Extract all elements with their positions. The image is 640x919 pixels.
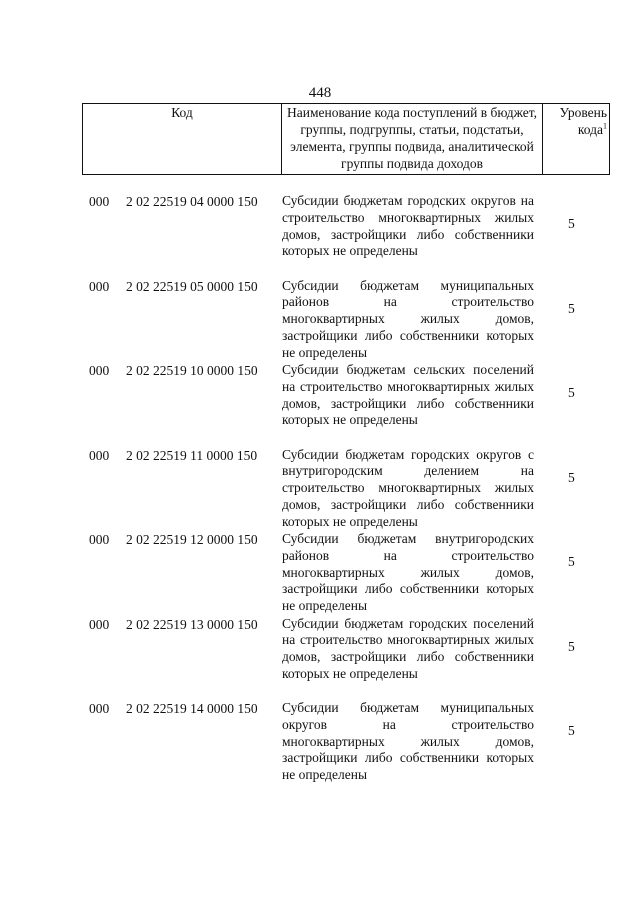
- row-budget-code: 2 02 22519 04 0000 150: [126, 194, 258, 209]
- row-admin-code: 000: [89, 447, 110, 463]
- row-level: 5: [568, 300, 575, 316]
- row-level: 5: [568, 216, 575, 231]
- row-budget-code: 2 02 22519 10 0000 150: [126, 363, 258, 378]
- row-admin-code: 000: [89, 532, 110, 547]
- header-code: Код: [83, 104, 282, 175]
- row-level: 5: [568, 638, 575, 654]
- table-row: [0, 362, 640, 447]
- header-level-footnote: 1: [603, 121, 607, 131]
- table-row: [0, 193, 640, 278]
- row-name: Субсидии бюджетам городских округов на строительство многоквартирных жилых домов, застройщики либо собственники которых не определены: [282, 193, 534, 259]
- table-row: [0, 278, 640, 363]
- row-level: 5: [568, 469, 575, 485]
- header-level: [543, 104, 610, 175]
- row-budget-code: 2 02 22519 11 0000 150: [126, 447, 258, 463]
- header-level-line2: кода: [577, 122, 603, 137]
- page-number: 448: [308, 85, 332, 101]
- row-name: Субсидии бюджетам городских округов с внутригородским делением на строительство многоквартирных жилых домов, застройщики либо собственники которых не определены: [282, 446, 534, 529]
- row-budget-code: 2 02 22519 12 0000 150: [126, 532, 258, 547]
- row-admin-code: 000: [89, 363, 110, 378]
- table-body: [0, 193, 640, 785]
- row-budget-code: 2 02 22519 13 0000 150: [126, 616, 258, 632]
- row-budget-code: 2 02 22519 14 0000 150: [126, 701, 258, 716]
- table-row: [0, 447, 640, 532]
- row-admin-code: 000: [89, 194, 110, 209]
- row-level: 5: [568, 385, 575, 400]
- header-level-line1: Уровень: [559, 105, 607, 120]
- header-name: Наименование кода поступлений в бюджет, группы, подгруппы, статьи, подстатьи, элемента, группы подвида, аналитической группы подвида доходов: [282, 104, 543, 175]
- row-admin-code: 000: [89, 616, 110, 632]
- row-level: 5: [568, 554, 575, 569]
- row-name: Субсидии бюджетам муниципальных округов на строительство многоквартирных жилых домов, застройщики либо собственники которых не определены: [282, 700, 534, 783]
- header-level-line2-wrap: [545, 121, 607, 138]
- row-name: Субсидии бюджетам сельских поселений на строительство многоквартирных жилых домов, застройщики либо собственники которых не определены: [282, 362, 534, 428]
- table-row: [0, 531, 640, 616]
- row-level: 5: [568, 723, 575, 738]
- table-row: [0, 700, 640, 785]
- row-name: Субсидии бюджетам городских поселений на строительство многоквартирных жилых домов, застройщики либо собственники которых не определены: [282, 615, 534, 681]
- row-admin-code: 000: [89, 701, 110, 716]
- row-name: Субсидии бюджетам внутригородских районов на строительство многоквартирных жилых домов, застройщики либо собственники которых не определены: [282, 531, 534, 614]
- table-header: [82, 103, 610, 175]
- table-row: [0, 616, 640, 701]
- row-budget-code: 2 02 22519 05 0000 150: [126, 278, 258, 294]
- row-admin-code: 000: [89, 278, 110, 294]
- row-name: Субсидии бюджетам муниципальных районов на строительство многоквартирных жилых домов, застройщики либо собственники которых не определены: [282, 277, 534, 360]
